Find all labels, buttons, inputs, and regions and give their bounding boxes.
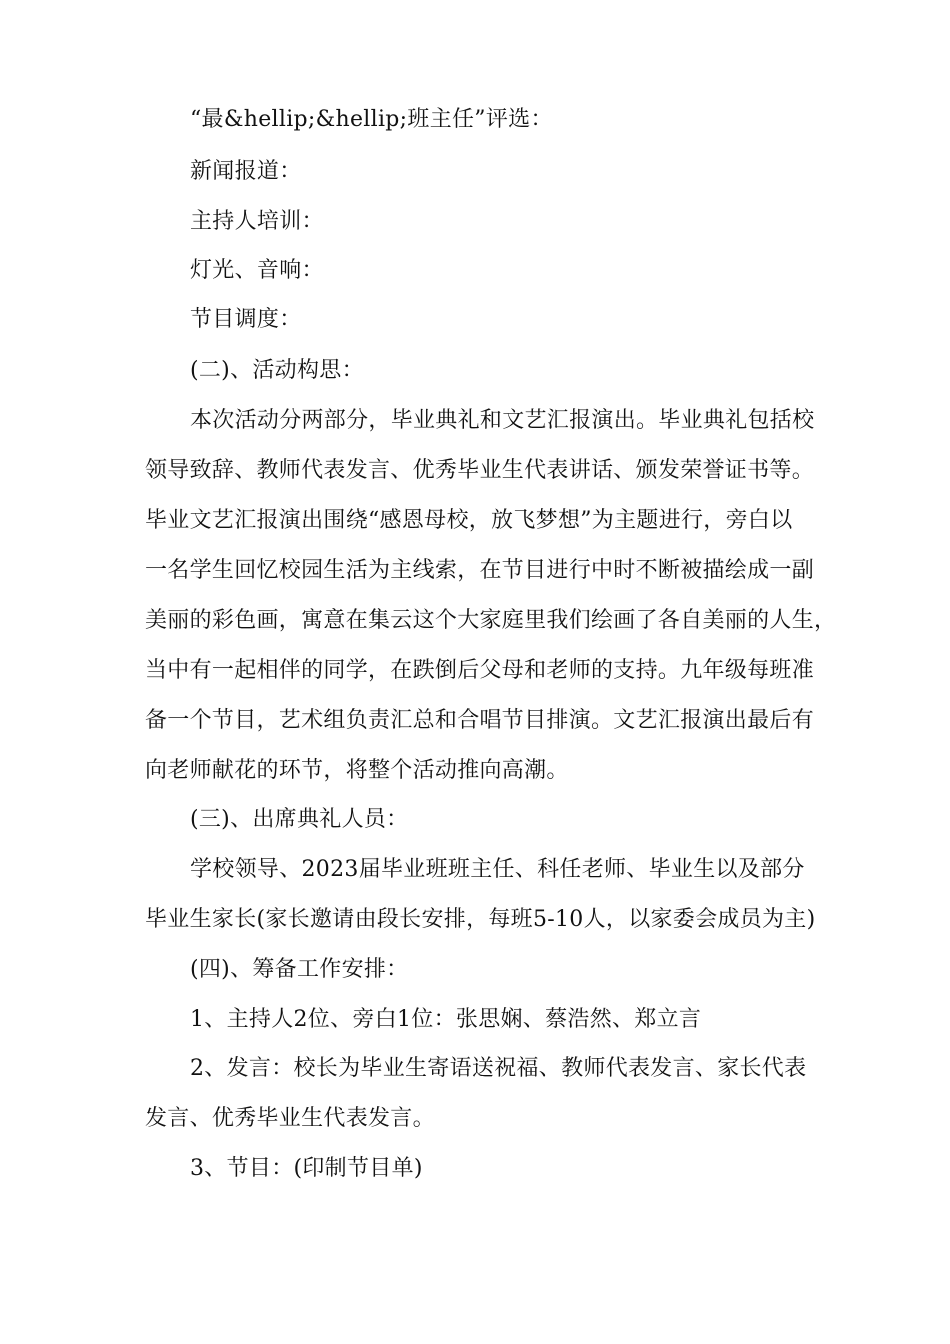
- list-item-speeches-continued: 发言、优秀毕业生代表发言。: [145, 1106, 435, 1131]
- heading-program-scheduling: 节目调度：: [190, 307, 302, 332]
- paragraph-line: 备一个节目，艺术组负责汇总和合唱节目排演。文艺汇报演出最后有: [145, 708, 815, 733]
- list-item-programs: 3、节目：(印制节目单): [190, 1156, 423, 1181]
- section-heading-preparation: (四)、筹备工作安排：: [190, 957, 409, 982]
- paragraph-line: 本次活动分两部分，毕业典礼和文艺汇报演出。毕业典礼包括校: [190, 408, 815, 433]
- list-item-speeches: 2、发言：校长为毕业生寄语送祝福、教师代表发言、家长代表: [190, 1056, 807, 1081]
- paragraph-line: 向老师献花的环节，将整个活动推向高潮。: [145, 758, 569, 783]
- paragraph-line: 当中有一起相伴的同学，在跌倒后父母和老师的支持。九年级每班准: [145, 658, 815, 683]
- paragraph-line: 毕业文艺汇报演出围绕“感恩母校，放飞梦想”为主题进行，旁白以: [145, 508, 793, 533]
- paragraph-line: 美丽的彩色画，寓意在集云这个大家庭里我们绘画了各自美丽的人生，: [145, 608, 837, 633]
- heading-teacher-selection: “最&hellip;&hellip;班主任”评选：: [190, 107, 553, 132]
- paragraph-line: 一名学生回忆校园生活为主线索，在节目进行中时不断被描绘成一副: [145, 558, 815, 583]
- paragraph-line: 毕业生家长(家长邀请由段长安排，每班5-10人，以家委会成员为主): [145, 907, 816, 932]
- paragraph-line: 学校领导、2023届毕业班班主任、科任老师、毕业生以及部分: [190, 857, 805, 882]
- section-heading-activity-concept: (二)、活动构思：: [190, 358, 364, 383]
- heading-host-training: 主持人培训：: [190, 209, 324, 234]
- heading-news-report: 新闻报道：: [190, 159, 302, 184]
- section-heading-attendees: (三)、出席典礼人员：: [190, 807, 409, 832]
- paragraph-line: 领导致辞、教师代表发言、优秀毕业生代表讲话、颁发荣誉证书等。: [145, 458, 815, 483]
- heading-lighting-sound: 灯光、音响：: [190, 258, 324, 283]
- list-item-hosts: 1、主持人2位、旁白1位：张思娴、蔡浩然、郑立言: [190, 1007, 702, 1032]
